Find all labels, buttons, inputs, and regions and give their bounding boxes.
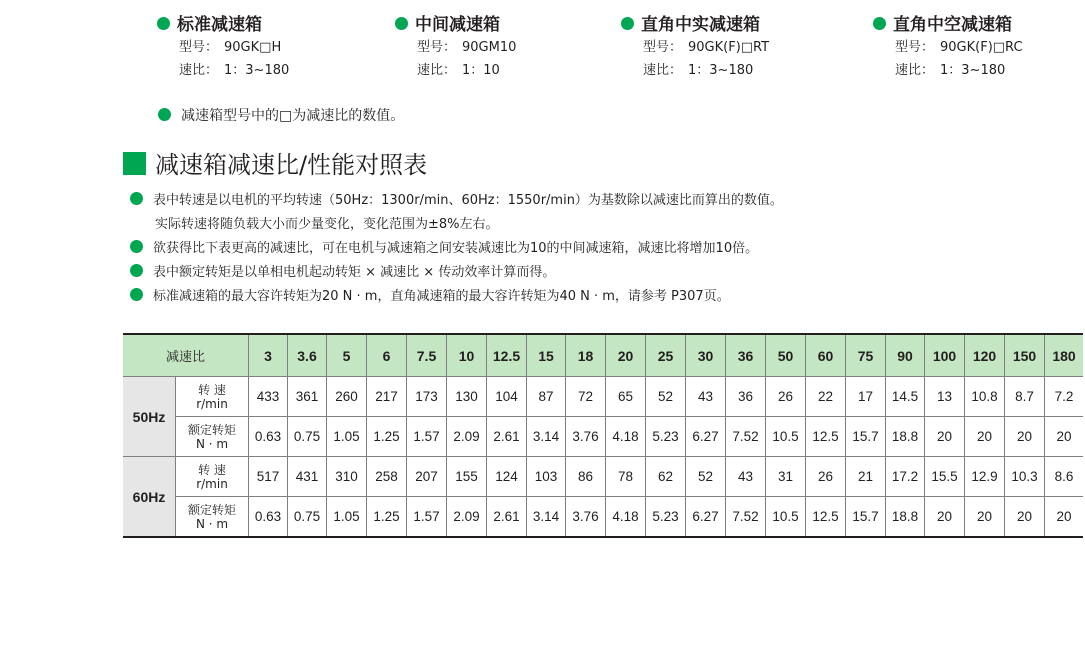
torque-cell: 3.76 xyxy=(566,497,606,538)
torque-cell: 3.76 xyxy=(566,417,606,457)
torque-cell: 18.8 xyxy=(886,417,925,457)
ratio-header-cell: 18 xyxy=(566,334,606,377)
ratio-header-cell: 75 xyxy=(846,334,886,377)
torque-cell: 0.63 xyxy=(249,497,288,538)
torque-cell: 12.5 xyxy=(806,417,846,457)
torque-cell: 0.63 xyxy=(249,417,288,457)
bullet-dot-icon xyxy=(158,108,171,121)
speed-unit-text: r/min xyxy=(196,396,228,411)
speed-cell: 72 xyxy=(566,377,606,417)
gearbox-standard xyxy=(157,14,289,82)
torque-cell: 4.18 xyxy=(606,417,646,457)
frequency-label: 50Hz xyxy=(123,377,176,457)
torque-cell: 1.25 xyxy=(367,497,407,538)
gearbox-title: 直角中空减速箱 xyxy=(893,15,1012,35)
speed-cell: 13 xyxy=(925,377,965,417)
speed-cell: 310 xyxy=(327,457,367,497)
gearbox-title: 标准减速箱 xyxy=(177,15,262,35)
speed-label-text: 转 速 xyxy=(198,462,226,477)
speed-cell: 36 xyxy=(726,377,766,417)
torque-cell: 1.57 xyxy=(407,417,447,457)
torque-cell: 10.5 xyxy=(766,417,806,457)
ratio-header-cell: 5 xyxy=(327,334,367,377)
speed-cell: 12.9 xyxy=(965,457,1005,497)
ratio-header-cell: 50 xyxy=(766,334,806,377)
section-square-icon xyxy=(123,152,146,175)
bullet-dot-icon xyxy=(130,240,143,253)
model-value: 90GK(F)□RT xyxy=(688,40,770,55)
speed-unit-text: r/min xyxy=(196,476,228,491)
speed-cell: 207 xyxy=(407,457,447,497)
ratio-label: 速比： xyxy=(895,63,935,78)
speed-cell: 104 xyxy=(487,377,527,417)
speed-cell: 65 xyxy=(606,377,646,417)
ratio-header-cell: 150 xyxy=(1005,334,1045,377)
torque-cell: 5.23 xyxy=(646,497,686,538)
speed-cell: 52 xyxy=(646,377,686,417)
speed-cell: 26 xyxy=(766,377,806,417)
torque-cell: 7.52 xyxy=(726,497,766,538)
torque-cell: 20 xyxy=(965,497,1005,538)
speed-cell: 155 xyxy=(447,457,487,497)
speed-cell: 433 xyxy=(249,377,288,417)
speed-cell: 10.3 xyxy=(1005,457,1045,497)
torque-cell: 2.61 xyxy=(487,497,527,538)
ratio-header-cell: 36 xyxy=(726,334,766,377)
torque-cell: 4.18 xyxy=(606,497,646,538)
model-value: 90GK□H xyxy=(224,40,282,55)
bullet-dot-icon xyxy=(157,17,170,30)
speed-cell: 43 xyxy=(686,377,726,417)
ratio-header-cell: 30 xyxy=(686,334,726,377)
ratio-header-cell: 15 xyxy=(527,334,566,377)
torque-label-text: 额定转矩 xyxy=(187,502,236,517)
torque-cell: 2.09 xyxy=(447,417,487,457)
ratio-corner-label: 减速比 xyxy=(123,334,249,377)
torque-cell: 3.14 xyxy=(527,497,566,538)
ratio-header-cell: 6 xyxy=(367,334,407,377)
ratio-header-cell: 90 xyxy=(886,334,925,377)
torque-cell: 15.7 xyxy=(846,417,886,457)
speed-cell: 86 xyxy=(566,457,606,497)
speed-label-text: 转 速 xyxy=(198,382,226,397)
bullet-dot-icon xyxy=(130,264,143,277)
ratio-header-cell: 3 xyxy=(249,334,288,377)
speed-cell: 62 xyxy=(646,457,686,497)
speed-cell: 124 xyxy=(487,457,527,497)
ratio-value: 1：10 xyxy=(462,63,500,78)
speed-cell: 17.2 xyxy=(886,457,925,497)
speed-cell: 21 xyxy=(846,457,886,497)
speed-label xyxy=(176,377,249,417)
torque-cell: 1.05 xyxy=(327,497,367,538)
speed-cell: 103 xyxy=(527,457,566,497)
ratio-label: 速比： xyxy=(643,63,683,78)
gearbox-title: 直角中实减速箱 xyxy=(641,15,760,35)
speed-row xyxy=(123,377,1083,417)
section-title-text: 减速箱减速比/性能对照表 xyxy=(155,151,428,179)
torque-cell: 20 xyxy=(965,417,1005,457)
torque-cell: 10.5 xyxy=(766,497,806,538)
bullet-dot-icon xyxy=(130,192,143,205)
note-text: 表中转速是以电机的平均转速（50Hz：1300r/min、60Hz：1550r/min）为基数除以减速比而算出的数值。 xyxy=(153,193,783,208)
ratio-header-cell: 20 xyxy=(606,334,646,377)
frequency-label: 60Hz xyxy=(123,457,176,538)
ratio-header-cell: 25 xyxy=(646,334,686,377)
torque-cell: 20 xyxy=(1045,417,1084,457)
speed-cell: 258 xyxy=(367,457,407,497)
torque-cell: 15.7 xyxy=(846,497,886,538)
bullet-dot-icon xyxy=(873,17,886,30)
torque-cell: 20 xyxy=(925,497,965,538)
torque-cell: 18.8 xyxy=(886,497,925,538)
ratio-header-cell: 7.5 xyxy=(407,334,447,377)
model-note-text: 减速箱型号中的□为减速比的数值。 xyxy=(181,108,405,124)
note-continuation: 实际转速将随负载大小而少量变化，变化范围为±8%左右。 xyxy=(155,217,499,232)
bullet-dot-icon xyxy=(395,17,408,30)
ratio-value: 1：3~180 xyxy=(940,63,1006,78)
speed-cell: 31 xyxy=(766,457,806,497)
note-text: 欲获得比下表更高的减速比，可在电机与减速箱之间安装减速比为10的中间减速箱，减速比将增加10倍。 xyxy=(153,241,759,256)
torque-cell: 3.14 xyxy=(527,417,566,457)
note-item xyxy=(130,261,783,285)
model-label: 型号： xyxy=(643,40,683,55)
torque-cell: 2.09 xyxy=(447,497,487,538)
ratio-value: 1：3~180 xyxy=(224,63,290,78)
model-label: 型号： xyxy=(179,40,219,55)
note-item xyxy=(130,189,783,213)
note-text: 表中额定转矩是以单相电机起动转矩 × 减速比 × 传动效率计算而得。 xyxy=(153,265,556,280)
ratio-header-cell: 3.6 xyxy=(288,334,327,377)
bullet-dot-icon xyxy=(130,288,143,301)
torque-label xyxy=(176,417,249,457)
torque-label xyxy=(176,497,249,538)
torque-row xyxy=(123,417,1083,457)
speed-cell: 8.7 xyxy=(1005,377,1045,417)
torque-cell: 0.75 xyxy=(288,497,327,538)
model-label: 型号： xyxy=(895,40,935,55)
speed-cell: 52 xyxy=(686,457,726,497)
speed-cell: 10.8 xyxy=(965,377,1005,417)
torque-label-text: 额定转矩 xyxy=(187,422,236,437)
model-note xyxy=(158,104,404,128)
torque-cell: 0.75 xyxy=(288,417,327,457)
torque-cell: 5.23 xyxy=(646,417,686,457)
bullet-dot-icon xyxy=(621,17,634,30)
performance-table xyxy=(123,333,1083,538)
speed-cell: 517 xyxy=(249,457,288,497)
speed-cell: 17 xyxy=(846,377,886,417)
torque-cell: 12.5 xyxy=(806,497,846,538)
ratio-header-cell: 60 xyxy=(806,334,846,377)
model-value: 90GM10 xyxy=(462,40,517,55)
ratio-header-cell: 12.5 xyxy=(487,334,527,377)
ratio-header-row xyxy=(123,334,1083,377)
speed-cell: 130 xyxy=(447,377,487,417)
speed-cell: 22 xyxy=(806,377,846,417)
speed-cell: 173 xyxy=(407,377,447,417)
speed-cell: 14.5 xyxy=(886,377,925,417)
speed-cell: 217 xyxy=(367,377,407,417)
torque-cell: 6.27 xyxy=(686,417,726,457)
torque-cell: 1.05 xyxy=(327,417,367,457)
note-item xyxy=(130,237,783,261)
speed-cell: 78 xyxy=(606,457,646,497)
torque-cell: 20 xyxy=(1005,497,1045,538)
ratio-header-cell: 120 xyxy=(965,334,1005,377)
speed-label xyxy=(176,457,249,497)
ratio-header-cell: 10 xyxy=(447,334,487,377)
torque-cell: 20 xyxy=(1005,417,1045,457)
speed-cell: 7.2 xyxy=(1045,377,1084,417)
ratio-value: 1：3~180 xyxy=(688,63,754,78)
torque-cell: 1.57 xyxy=(407,497,447,538)
speed-cell: 15.5 xyxy=(925,457,965,497)
gearbox-intermediate xyxy=(395,14,516,82)
ratio-label: 速比： xyxy=(417,63,457,78)
speed-cell: 87 xyxy=(527,377,566,417)
torque-cell: 1.25 xyxy=(367,417,407,457)
note-text: 标准减速箱的最大容许转矩为20 N · m，直角减速箱的最大容许转矩为40 N · m，请参考 P307页。 xyxy=(153,289,730,304)
torque-cell: 20 xyxy=(925,417,965,457)
torque-unit-text: N · m xyxy=(195,436,229,451)
speed-cell: 431 xyxy=(288,457,327,497)
speed-cell: 260 xyxy=(327,377,367,417)
gearbox-title: 中间减速箱 xyxy=(415,15,500,35)
speed-cell: 8.6 xyxy=(1045,457,1084,497)
speed-row xyxy=(123,457,1083,497)
note-item xyxy=(130,285,783,309)
torque-cell: 20 xyxy=(1045,497,1084,538)
section-title xyxy=(123,148,427,182)
gearbox-right-angle-hollow xyxy=(873,14,1023,82)
ratio-label: 速比： xyxy=(179,63,219,78)
speed-cell: 361 xyxy=(288,377,327,417)
ratio-header-cell: 100 xyxy=(925,334,965,377)
torque-cell: 7.52 xyxy=(726,417,766,457)
notes-list xyxy=(130,189,783,309)
speed-cell: 43 xyxy=(726,457,766,497)
ratio-header-cell: 180 xyxy=(1045,334,1084,377)
torque-cell: 6.27 xyxy=(686,497,726,538)
model-value: 90GK(F)□RC xyxy=(940,40,1023,55)
model-label: 型号： xyxy=(417,40,457,55)
torque-unit-text: N · m xyxy=(195,516,229,531)
torque-row xyxy=(123,497,1083,538)
torque-cell: 2.61 xyxy=(487,417,527,457)
gearbox-right-angle-solid xyxy=(621,14,769,82)
speed-cell: 26 xyxy=(806,457,846,497)
